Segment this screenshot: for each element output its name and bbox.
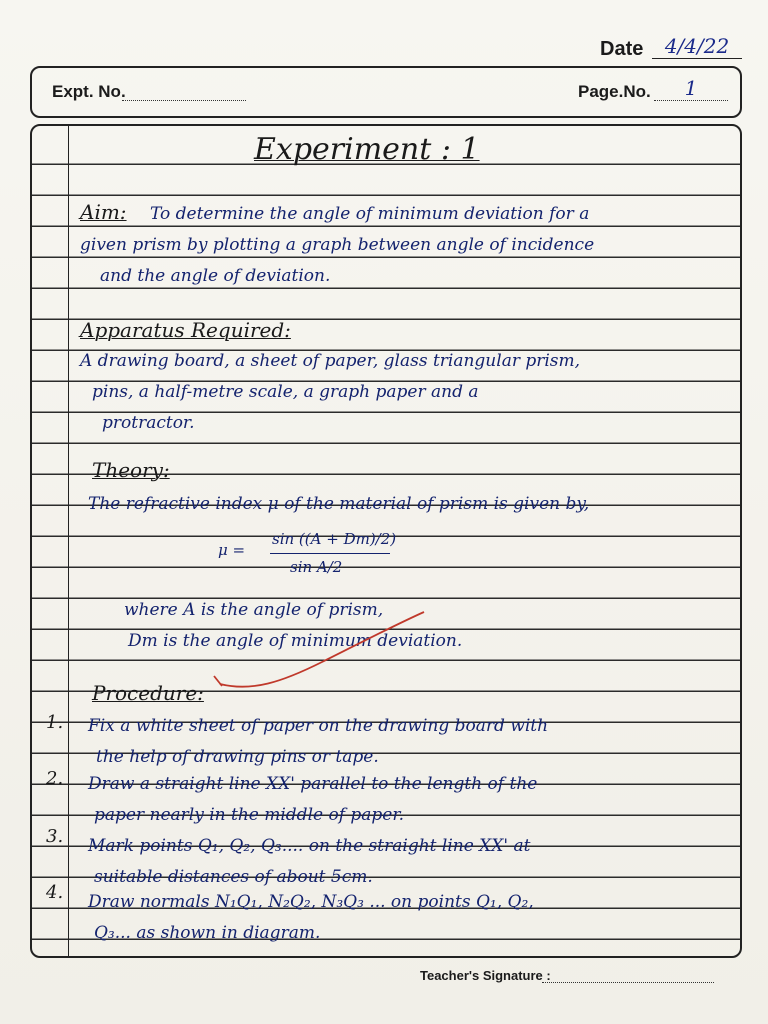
step-2-number: 2. (46, 768, 64, 789)
signature-blank (542, 982, 714, 983)
theory-heading: Theory: (92, 458, 170, 482)
apparatus-line-2: pins, a half-metre scale, a graph paper and a (92, 382, 479, 402)
step-4-line-1: Draw normals N₁Q₁, N₂Q₂, N₃Q₃ ... on points Q₁, Q₂, (88, 892, 534, 912)
ruled-writing-area (30, 124, 742, 958)
formula-denominator: sin A/2 (290, 558, 343, 576)
step-3-number: 3. (46, 826, 64, 847)
page-no-label: Page.No. (578, 82, 651, 101)
aim-heading: Aim: (80, 200, 127, 224)
aim-line-2: given prism by plotting a graph between angle of incidence (80, 235, 595, 255)
date-label: Date (600, 38, 644, 60)
fraction-bar (270, 553, 390, 554)
step-3-line-2: suitable distances of about 5cm. (94, 867, 373, 887)
step-2-line-2: paper nearly in the middle of paper. (94, 805, 405, 825)
step-4-number: 4. (46, 882, 64, 903)
apparatus-line-3: protractor. (102, 413, 195, 433)
theory-line: The refractive index μ of the material of prism is given by, (88, 494, 590, 514)
apparatus-heading: Apparatus Required: (80, 318, 291, 342)
signature-label: Teacher's Signature : (420, 968, 551, 983)
date-value: 4/4/22 (652, 34, 742, 59)
step-1-number: 1. (46, 712, 64, 733)
step-1-line-2: the help of drawing pins or tape. (96, 747, 379, 767)
formula-lhs: μ = (218, 541, 246, 559)
apparatus-line-1: A drawing board, a sheet of paper, glass triangular prism, (80, 351, 581, 371)
check-mark-icon (212, 606, 432, 696)
aim-line-1: To determine the angle of minimum deviation for a (150, 204, 590, 224)
aim-line-3: and the angle of deviation. (100, 266, 331, 286)
procedure-heading: Procedure: (92, 681, 204, 705)
step-2-line-1: Draw a straight line XX' parallel to the length of the (88, 774, 538, 794)
where-line-2: Dm is the angle of minimum deviation. (128, 631, 463, 651)
page-title: Experiment : 1 (254, 132, 480, 167)
margin-line (68, 126, 69, 956)
date-field (600, 34, 760, 68)
step-3-line-1: Mark points Q₁, Q₂, Q₃.... on the straight line XX' at (88, 836, 531, 856)
expt-no-blank (122, 100, 246, 101)
step-4-line-2: Q₃... as shown in diagram. (94, 923, 321, 943)
formula-numerator: sin ((A + Dm)/2) (272, 530, 397, 548)
page-no-value: 1 (654, 76, 728, 101)
header-box (30, 66, 742, 118)
expt-no-label: Expt. No. (52, 82, 126, 101)
where-line-1: where A is the angle of prism, (124, 600, 384, 620)
step-1-line-1: Fix a white sheet of paper on the drawing board with (88, 716, 549, 736)
teacher-signature (420, 968, 740, 990)
